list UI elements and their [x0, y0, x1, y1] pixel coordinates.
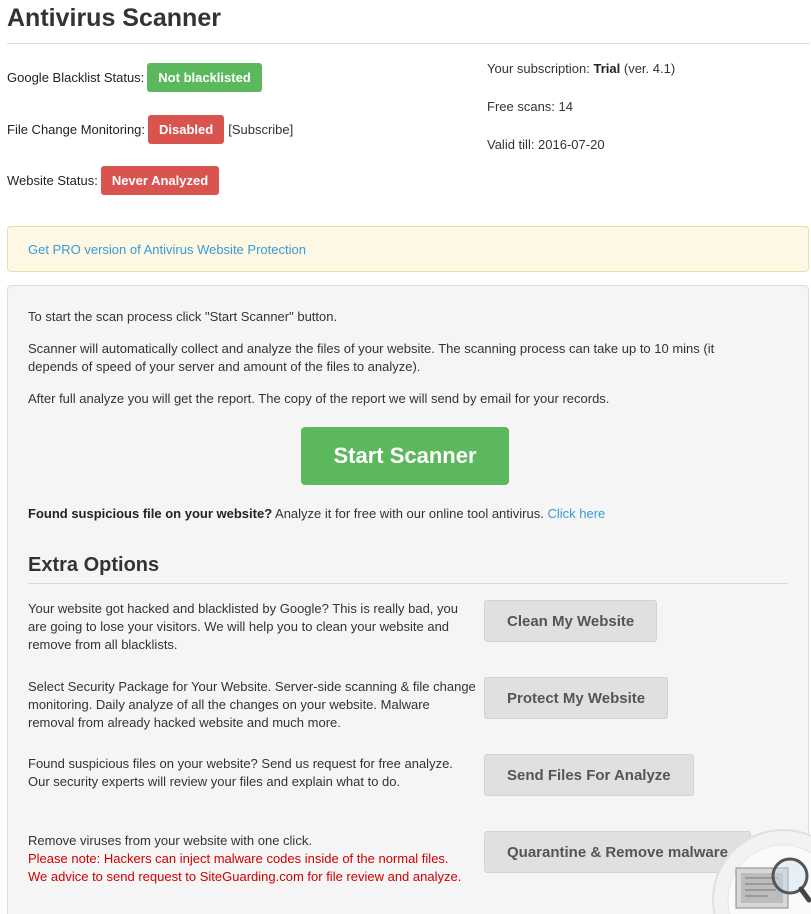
extra-options-divider: [28, 583, 788, 584]
found-suspicious-text: Analyze it for free with our online tool antivirus.: [272, 506, 548, 521]
scanner-panel: [7, 285, 809, 914]
blacklist-status-label: Google Blacklist Status:: [7, 70, 145, 85]
scanner-intro: To start the scan process click "Start Scanner" button.: [28, 309, 338, 324]
page-title: Antivirus Scanner: [7, 4, 221, 32]
website-status-row: [7, 166, 219, 195]
valid-till: Valid till: 2016-07-20: [487, 137, 605, 152]
monitoring-status-row: [7, 115, 293, 144]
option-protect-text: Select Security Package for Your Website. Server-side scanning & file change monitoring. Daily analyze of all the changes on your website. Malware removal from already hacked website and much more.: [28, 679, 476, 730]
option-quarantine-text: [28, 832, 478, 886]
found-suspicious-line: [28, 506, 605, 521]
subscription-version: (ver. 4.1): [623, 61, 676, 76]
protect-my-website-button[interactable]: Protect My Website: [484, 677, 668, 719]
subscribe-link[interactable]: [Subscribe]: [228, 122, 294, 137]
found-suspicious-bold: Found suspicious file on your website?: [28, 506, 273, 521]
subscription-label: Your subscription:: [487, 61, 590, 76]
clean-my-website-button[interactable]: Clean My Website: [484, 600, 657, 642]
scanner-report-note: After full analyze you will get the report. The copy of the report we will send by email for your records.: [28, 391, 610, 406]
send-files-button[interactable]: Send Files For Analyze: [484, 754, 694, 796]
title-divider: [7, 43, 810, 44]
website-status-badge: Never Analyzed: [101, 166, 219, 195]
quarantine-description: Remove viruses from your website with one click.: [28, 833, 312, 848]
quarantine-remove-button[interactable]: Quarantine & Remove malware: [484, 831, 751, 873]
blacklist-status-row: [7, 63, 262, 92]
subscription-plan: Trial: [593, 61, 621, 76]
click-here-link[interactable]: Click here: [547, 506, 606, 521]
quarantine-warning-1: Please note: Hackers can inject malware codes inside of the normal files.: [28, 851, 449, 866]
monitoring-status-badge: Disabled: [148, 115, 224, 144]
quarantine-warning-2: We advice to send request to SiteGuarding.com for file review and analyze.: [28, 869, 462, 884]
free-scans: Free scans: 14: [487, 99, 573, 114]
pro-version-link[interactable]: Get PRO version of Antivirus Website Protection: [28, 242, 306, 257]
start-scanner-button[interactable]: Start Scanner: [301, 427, 509, 485]
blacklist-status-badge: Not blacklisted: [147, 63, 261, 92]
website-status-label: Website Status:: [7, 173, 98, 188]
option-send-files-text: Found suspicious files on your website? Send us request for free analyze. Our security experts will review your files and explain what to do.: [28, 756, 453, 789]
pro-banner: [7, 226, 809, 272]
scanner-description: Scanner will automatically collect and analyze the files of your website. The scanning process can take up to 10 mins (it depends of speed of your server and amount of the files to analyze).: [28, 341, 715, 374]
monitoring-status-label: File Change Monitoring:: [7, 122, 146, 137]
subscription-line: [487, 61, 675, 76]
magnifier-icon: [708, 828, 811, 914]
option-clean-text: Your website got hacked and blacklisted by Google? This is really bad, you are going to lose your visitors. We will help you to clean your website and remove from all blacklists.: [28, 601, 458, 652]
extra-options-title: Extra Options: [28, 554, 160, 576]
